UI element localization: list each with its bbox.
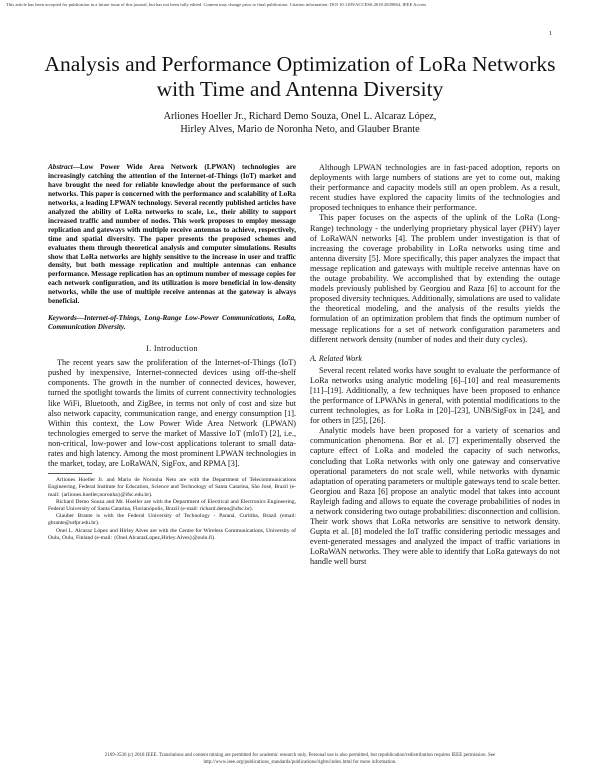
intro-paragraph-1: The recent years saw the proliferation of the Internet-of-Things (IoT) pushed by inexpensive, Internet-connected devices using off-the-shelf components. The growth in the number of connected devices, however, turned the spotlight towards the limits of current connectivity technologies like WiFi, Bluetooth, and ZigBee, in terms not only of cost and size but also network capacity, communication range, and energy consumption [1]. Within this context, the Low Power Wide Area Network (LPWAN) technologies emerged to serve the market of Massive IoT (mIoT) [2], i.e., non-critical, low-power and low-cost applications tolerant to small data-rates and high latency. Among the most prominent LPWAN technologies in the market, today, are LoRaWAN, SigFox, and RPMA [3]. bbox=[48, 358, 296, 469]
paper-title: Analysis and Performance Optimization of LoRa Networks with Time and Antenna Diversity bbox=[44, 52, 556, 101]
related-paragraph-2: Analytic models have been proposed for a variety of scenarios and communication phenomena. Bor et al. [7] experimentally observed the capture effect of LoRa and modeled the capacity of such networks, concluding that LoRa networks with only one gateway and conservative operational parameters do not scale well, while networks with dynamic adaptation of operating parameters or multiple gateways tend to scale better. Georgiou and Raza [6] propose an analytic model that takes into account Rayleigh fading and allows to equate the coverage probabilities of nodes in a network considering two outage probabilities: disconnection and collision. Their work shows that LoRa networks are sensitive to network density. Gupta et al. [8] modeled the IoT traffic considering periodic messages and event-generated messages and analyzed the impact of traffic variations in LoRaWAN networks. They were able to identify that LoRa gateways do not handle well burst bbox=[310, 426, 560, 567]
page-number: 1 bbox=[549, 31, 552, 37]
keywords-label: Keywords bbox=[48, 314, 77, 323]
intro-paragraph-2: Although LPWAN technologies are in fast-paced adoption, reports on deployments with large numbers of stations are yet to come out, making their performance and capacity models still an open problem. As a result, recent studies have explored the capacity limits of the technologies and proposed techniques to enhance their performance. bbox=[310, 163, 560, 213]
keywords-text: Internet-of-Things, Long-Range Low-Power Communications, LoRa, Communication Diversity. bbox=[48, 314, 296, 332]
footnote-3: Glauber Brante is with the Federal University of Technology - Paraná, Curitiba, Brazil (email: gbrante@utfpr.edu.br). bbox=[48, 513, 296, 527]
related-work-heading: A. Related Work bbox=[310, 353, 362, 363]
introduction-heading: I. Introduction bbox=[146, 344, 198, 354]
authors-line-2: Hirley Alves, Mario de Noronha Neto, and Glauber Brante bbox=[180, 124, 420, 135]
footer-line-1: 2169-3536 (c) 2018 IEEE. Translations and content mining are permitted for academic research only. Personal use is also permitted, but republication/redistribution requires IEEE permission. See bbox=[104, 753, 496, 758]
journal-banner bbox=[6, 2, 594, 7]
footnote-rule bbox=[48, 473, 92, 474]
footnote-1: Arliones Hoeller Jr. and Mario de Noronha Neto are with the Department of Telecommunications Engineering, Federal Institute for Education, Science and Technology of Santa Catarina, São José, Brazil (e-mail: {arliones.hoeller,noronha}@ifsc.edu.br). bbox=[48, 477, 296, 498]
abstract-text: Low Power Wide Area Network (LPWAN) technologies are increasingly catching the attention of the Internet-of-Things (IoT) market and have brought the need for reliable knowledge about the performance of such networks. This paper is concerned with the performance and scalability of LoRa networks, a leading LPWAN technology. Several recently published articles have analyzed the ability of LoRa networks to scale, i.e., their ability to support increased traffic and number of nodes. This work proposes to employ message replication and gateways with multiple receive antennas to achieve, respectively, time and spatial diversity. The paper presents the proposed schemes and evaluates them through theoretical analysis and computer simulations. Results show that LoRa networks are highly sensitive to the increase in user and traffic density, but both message replication and multiple antennas can enhance performance. Message replication has an optimum number of message copies for each network configuration, and its utilization is more beneficial in low-density networks, while the use of multiple receive antennas at the gateway is always beneficial. bbox=[48, 163, 296, 306]
intro-paragraph-3: This paper focuses on the aspects of the uplink of the LoRa (Long-Range) technology - the underlying proprietary physical layer (PHY) layer of LoRaWAN networks [4]. The problem under investigation is that of increasing the coverage probability in LoRa networks using time and antenna diversity [5]. More specifically, this paper analyzes the impact that message replication and gateways with multiple receive antennas have on the outage probability. We accomplished that by extending the outage models previously published by Georgiou and Raza [6] to account for the proposed diversity techniques. Additionally, simulations are used to validate the theoretical modeling, and the analysis of the results yields the formulation of an optimization problem that finds the optimum number of message replications for a set of network configuration parameters and different network density (number of nodes and their duty cycles). bbox=[310, 213, 560, 344]
authors-line-1: Arliones Hoeller Jr., Richard Demo Souza, Onel L. Alcaraz López, bbox=[163, 111, 437, 122]
related-paragraph-1: Several recent related works have sought to evaluate the performance of LoRa networks using analytic modeling [6]–[10] and real measurements [11]–[19]. Additionally, a few techniques have been proposed to enhance the performance of LPWANs in general, with potential modifications to the current technologies, as for LoRa in [20]–[23], UNB/SigFox in [24], and for others in [25], [26]. bbox=[310, 365, 560, 426]
left-column bbox=[48, 163, 296, 542]
right-column bbox=[310, 163, 560, 568]
author-list bbox=[60, 110, 540, 136]
abstract-label: Abstract bbox=[48, 163, 73, 171]
footnote-4: Onel L. Alcaraz López and Hirley Alves are with the Centre for Wireless Communications, University of Oulu, Oulu, Finland (e-mail: {Onel.AlcarazLopez,Hirley.Alves}@oulu.fi). bbox=[48, 527, 296, 541]
abstract: Abstract—Low Power Wide Area Network (LPWAN) technologies are increasingly catching the attention of the Internet-of-Things (IoT) market and have brought the need for reliable knowledge about the performance of such networks. This paper is concerned with the performance and scalability of LoRa networks, a leading LPWAN technology. Several recently published articles have analyzed the ability of LoRa networks to scale, i.e., their ability to support increased traffic and number of nodes. This work proposes to employ message replication and gateways with multiple receive antennas to achieve, respectively, time and spatial diversity. The paper presents the proposed schemes and evaluates them through theoretical analysis and computer simulations. Results show that LoRa networks are highly sensitive to the increase in user and traffic density, but both message replication and multiple antennas can enhance performance. Message replication has an optimum number of message copies for each network configuration, and its utilization is more beneficial in low-density networks, while the use of multiple receive antennas at the gateway is always beneficial. bbox=[48, 163, 296, 306]
banner-text: This article has been accepted for publication in a future issue of this journal, but has not been fully edited. Content may change prior to final publication. Citation information: DOI 10.1109/ACCESS.2018.2839864, IEEE Access bbox=[6, 2, 427, 7]
footer-line-2: http://www.ieee.org/publications_standards/publications/rights/index.html for more information. bbox=[203, 760, 397, 765]
keywords: Keywords—Internet-of-Things, Long-Range Low-Power Communications, LoRa, Communication Diversity. bbox=[48, 314, 296, 332]
copyright-footer bbox=[40, 752, 560, 766]
footnote-2: Richard Demo Souza and Mr. Hoeller are with the Department of Electrical and Electronics Engineering, Federal University of Santa Catarina, Florianópolis, Brazil (e-mail: richard.demo@ufsc.br). bbox=[48, 498, 296, 512]
